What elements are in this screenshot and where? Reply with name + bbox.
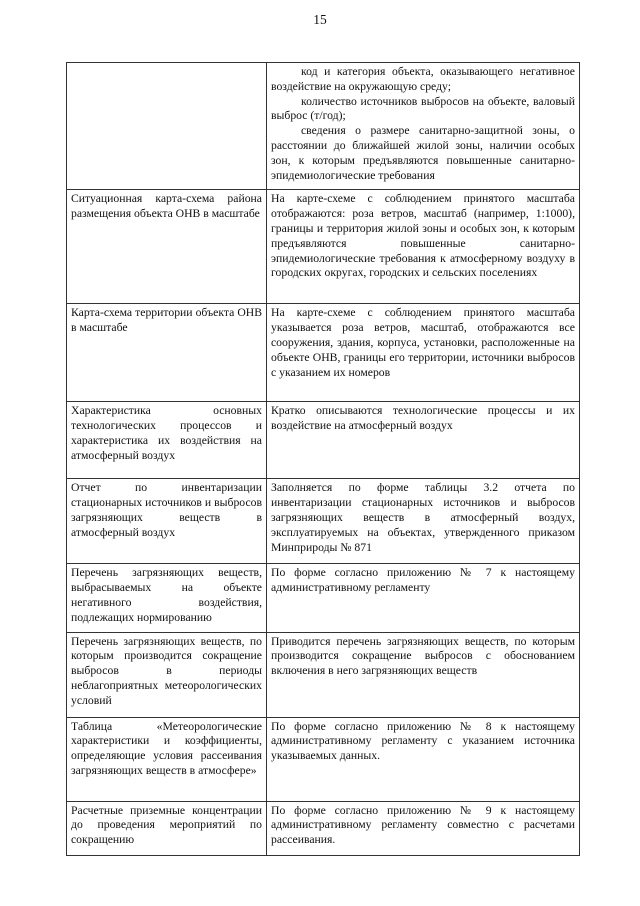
table-row — [67, 564, 580, 632]
cell-paragraph: количество источников выбросов на объекте, валовый выброс (т/год); — [271, 94, 575, 123]
page-number: 15 — [313, 12, 327, 27]
table-row — [67, 190, 580, 304]
table-cell-left: Перечень загрязняющих веществ, по которым производится сокращение выбросов в периоды неблагоприятных метеорологических условий — [67, 632, 267, 717]
cell-paragraph: По форме согласно приложению № 7 к настоящему административному регламенту — [271, 566, 575, 595]
table-cell-left: Отчет по инвентаризации стационарных источников и выбросов загрязняющих веществ в атмосферный воздух — [67, 479, 267, 564]
table-cell-right — [267, 801, 580, 855]
cell-paragraph: Кратко описываются технологические процессы и их воздействие на атмосферный воздух — [271, 404, 575, 433]
table-row — [67, 717, 580, 801]
table-cell-left: Ситуационная карта-схема района размещения объекта ОНВ в масштабе — [67, 190, 267, 304]
table-cell-left: Таблица «Метеорологические характеристики и коэффициенты, определяющие условия рассеивания загрязняющих веществ в атмосфере» — [67, 717, 267, 801]
table-cell-right — [267, 304, 580, 402]
cell-paragraph: По форме согласно приложению № 8 к настоящему административному регламенту с указанием источника указываемых данных. — [271, 719, 575, 763]
table-cell-right — [267, 564, 580, 632]
table-row — [67, 304, 580, 402]
table-cell-left: Характеристика основных технологических процессов и характеристика их воздействия на атмосферный воздух — [67, 402, 267, 479]
cell-paragraph: На карте-схеме с соблюдением принятого масштаба отображаются: роза ветров, масштаб (например, 1:1000), границы и территория жилой зоны и особых зон, к которым предъявляются повышенные санитарно-эпидемиологические требования к атмосферному воздуху в городских округах, городских и сельских поселениях — [271, 192, 575, 280]
table-cell-right — [267, 63, 580, 190]
table-cell-left: Перечень загрязняющих веществ, выбрасываемых на объекте негативного воздействия, подлежащих нормированию — [67, 564, 267, 632]
table-cell-right — [267, 190, 580, 304]
cell-paragraph: На карте-схеме с соблюдением принятого масштаба указывается роза ветров, масштаб, отображаются все сооружения, здания, корпуса, установки, расположенные на объекте ОНВ, границы его территории, источники выбросов с указанием их номеров — [271, 306, 575, 379]
cell-paragraph: код и категория объекта, оказывающего негативное воздействие на окружающую среду; — [271, 65, 575, 93]
table-row — [67, 801, 580, 855]
table-row — [67, 402, 580, 479]
cell-paragraph: сведения о размере санитарно-защитной зоны, о расстоянии до ближайшей жилой зоны, наличии особых зон, к которым предъявляются повышенные санитарно-эпидемиологические требования — [271, 124, 575, 182]
cell-paragraph: Приводится перечень загрязняющих веществ, по которым производится сокращение выбросов с обоснованием включения в него загрязняющих веществ — [271, 634, 575, 678]
table-row — [67, 479, 580, 564]
table-cell-right — [267, 402, 580, 479]
table-row — [67, 63, 580, 190]
requirements-table — [66, 62, 580, 856]
table-cell-left: Расчетные приземные концентрации до проведения мероприятий по сокращению — [67, 801, 267, 855]
cell-paragraph: По форме согласно приложению № 9 к настоящему административному регламенту совместно с расчетами рассеивания. — [271, 803, 575, 847]
cell-paragraph: Заполняется по форме таблицы 3.2 отчета по инвентаризации стационарных источников и выбросов загрязняющих веществ в атмосферный воздух, эксплуатируемых на объектах, утвержденного приказом Минприроды № 871 — [271, 481, 575, 554]
table-cell-right — [267, 632, 580, 717]
table-row — [67, 632, 580, 717]
table-cell-right — [267, 717, 580, 801]
table-cell-left — [67, 63, 267, 190]
table-cell-right — [267, 479, 580, 564]
table-cell-left: Карта-схема территории объекта ОНВ в масштабе — [67, 304, 267, 402]
